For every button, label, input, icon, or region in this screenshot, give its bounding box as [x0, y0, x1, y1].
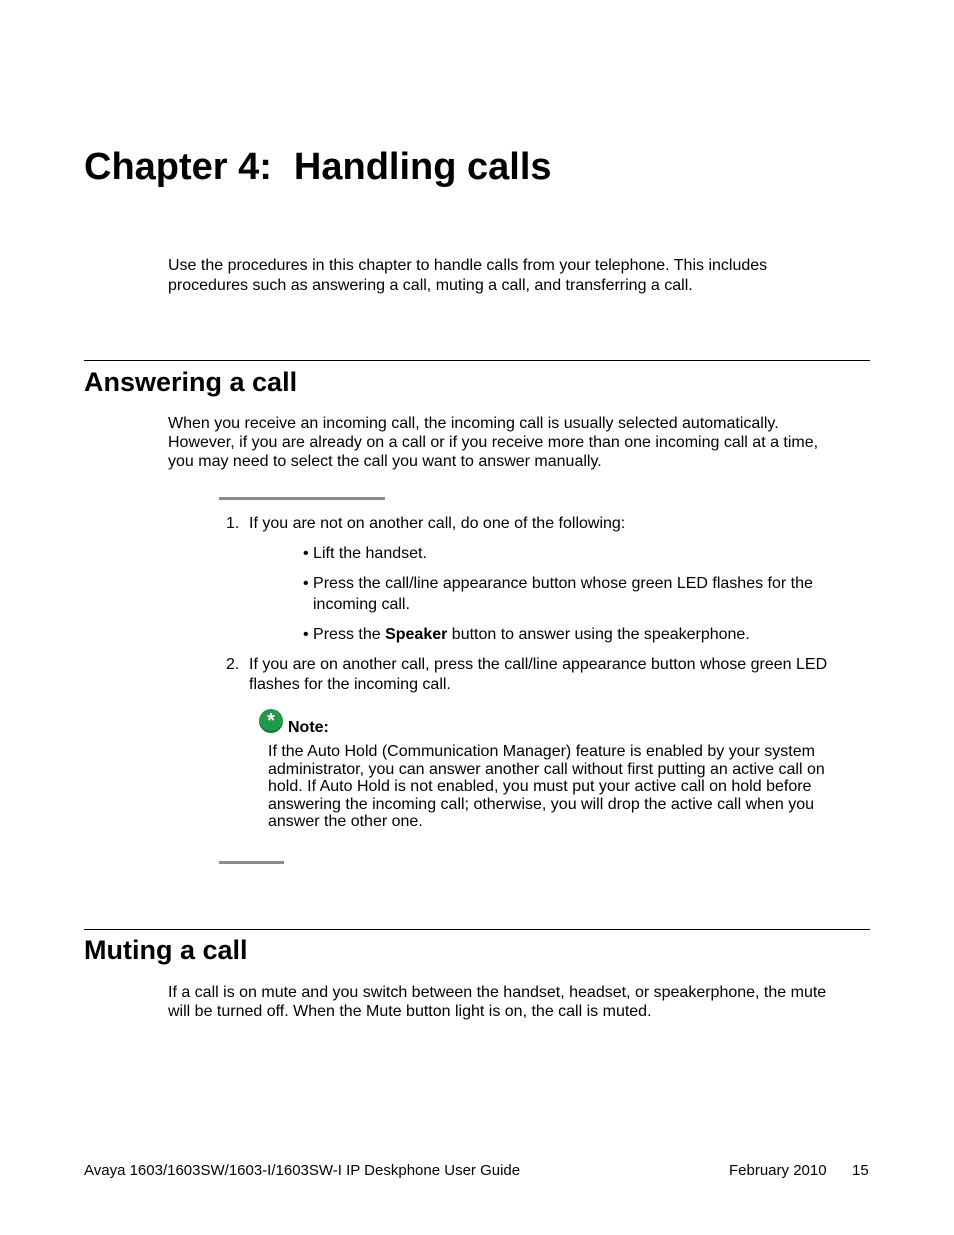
note-line-3: hold. If Auto Hold is not enabled, you must put your active call on hold before [268, 778, 812, 795]
note-line-5: answer the other one. [268, 813, 423, 830]
bullet-press-speaker [303, 625, 750, 645]
note-line-1: If the Auto Hold (Communication Manager) feature is enabled by your system [268, 743, 815, 760]
chapter-name: Handling calls [293, 146, 552, 188]
step-2-number: 2. [226, 656, 240, 673]
bullet-press-appearance-line-1: • Press the call/line appearance button whose green LED flashes for the [303, 575, 813, 592]
speaker-button-label: Speaker [385, 626, 448, 643]
procedure-end-bar [219, 861, 284, 864]
step-2-text-line-2: flashes for the incoming call. [249, 676, 451, 693]
footer-page-number: 15 [852, 1162, 869, 1179]
answering-intro-line-1: When you receive an incoming call, the incoming call is usually selected automatically. [168, 415, 779, 432]
answering-intro-line-2: However, if you are already on a call or if you receive more than one incoming call at a time, [168, 434, 819, 451]
section-heading-answering: Answering a call [84, 367, 298, 397]
note-line-2: administrator, you can answer another call without first putting an active call on [268, 760, 825, 778]
asterisk-note-icon: * [259, 709, 283, 733]
step-1-number: 1. [226, 515, 240, 532]
muting-body [168, 983, 826, 1021]
note-body [268, 743, 825, 831]
bullet-press-appearance-line-2: incoming call. [313, 596, 410, 613]
section-divider-muting [84, 929, 870, 930]
procedure-start-bar [219, 497, 385, 500]
muting-line-1: If a call is on mute and you switch between the handset, headset, or speakerphone, the mute [168, 984, 827, 1001]
section-divider-answering [84, 360, 870, 361]
chapter-title [84, 146, 552, 189]
footer-guide-title: Avaya 1603/1603SW/1603-I/1603SW-I IP Deskphone User Guide [84, 1162, 521, 1179]
step-2-text-line-1: If you are on another call, press the call/line appearance button whose green LED [249, 656, 828, 673]
bullet-press-speaker-pre: • Press the [303, 626, 386, 643]
bullet-press-speaker-post: button to answer using the speakerphone. [447, 626, 750, 643]
note-label: Note: [288, 719, 329, 736]
footer-date: February 2010 [729, 1162, 827, 1179]
section-heading-muting: Muting a call [84, 935, 248, 965]
chapter-intro-line-1: Use the procedures in this chapter to handle calls from your telephone. This includes [168, 257, 768, 274]
answering-intro [168, 414, 818, 471]
muting-line-2: will be turned off. When the Mute button light is on, the call is muted. [168, 1003, 652, 1020]
note-line-4: answering the incoming call; otherwise, you will drop the active call when you [268, 795, 815, 813]
step-1-text: If you are not on another call, do one of the following: [249, 515, 626, 532]
chapter-intro [168, 256, 767, 296]
bullet-lift-handset: • Lift the handset. [303, 545, 427, 562]
chapter-number: Chapter 4: [84, 146, 272, 188]
chapter-intro-line-2: procedures such as answering a call, muting a call, and transferring a call. [168, 277, 693, 294]
answering-intro-line-3: you may need to select the call you want to answer manually. [168, 453, 602, 470]
